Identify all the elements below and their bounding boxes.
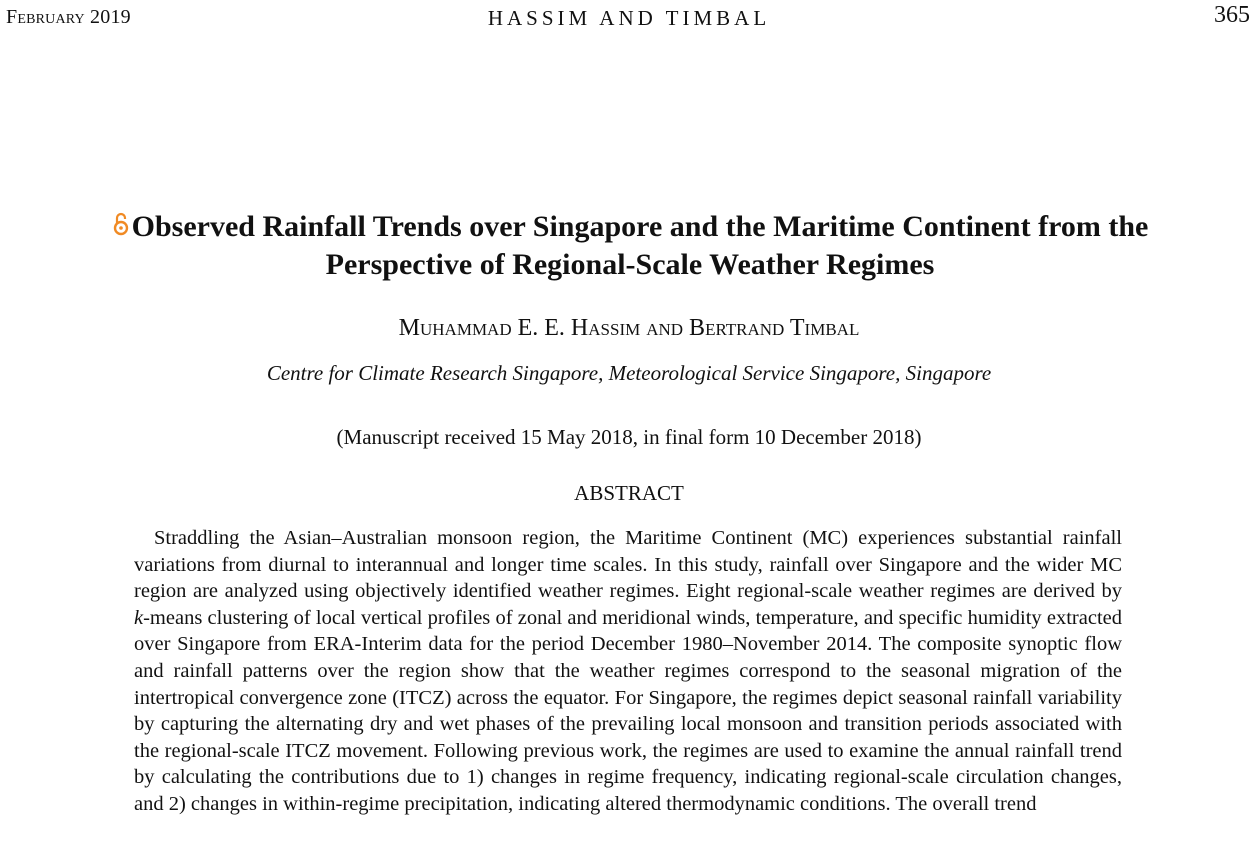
abstract-text-italic-k: k <box>134 606 144 629</box>
abstract-text-part1: Straddling the Asian–Australian monsoon region, the Maritime Continent (MC) experiences substantial rainfall variations from diurnal to interannual and longer time scales. In this study, rainfall over Singapore and the wider MC region are analyzed using objectively identified weather regimes. Eight regional-scale weather regimes are derived by <box>134 527 1122 603</box>
open-access-lock-icon[interactable] <box>112 208 130 232</box>
article-title-block <box>85 208 1175 284</box>
article-title: Observed Rainfall Trends over Singapore and the Maritime Continent from the Perspective of Regional-Scale Weather Regimes <box>131 210 1149 281</box>
abstract-text-part2: -means clustering of local vertical profiles of zonal and meridional winds, temperature, and specific humidity extracted over Singapore from ERA-Interim data for the period December 1980–November 2014. The composite synoptic flow and rainfall patterns over the region show that the weather regimes correspond to the seasonal migration of the intertropical convergence zone (ITCZ) across the equator. For Singapore, the regimes depict seasonal rainfall variability by capturing the alternating dry and wet phases of the prevailing local monsoon and transition periods associated with the regional-scale ITCZ movement. Following previous work, the regimes are used to examine the annual rainfall trend by calculating the contributions due to 1) changes in regime frequency, indicating regional-scale circulation changes, and 2) changes in within-regime precipitation, indicating altered thermodynamic conditions. The overall trend <box>134 606 1122 815</box>
manuscript-dates: (Manuscript received 15 May 2018, in final form 10 December 2018) <box>336 425 922 449</box>
running-header-date: February 2019 <box>6 6 131 28</box>
abstract-heading: ABSTRACT <box>574 481 684 505</box>
running-header-authors: HASSIM AND TIMBAL <box>487 6 771 30</box>
page-number: 365 <box>1214 2 1250 28</box>
article-authors: Muhammad E. E. Hassim and Bertrand Timbal <box>398 315 860 341</box>
abstract-text <box>134 525 1122 818</box>
article-affiliation: Centre for Climate Research Singapore, Meteorological Service Singapore, Singapore <box>266 361 992 385</box>
